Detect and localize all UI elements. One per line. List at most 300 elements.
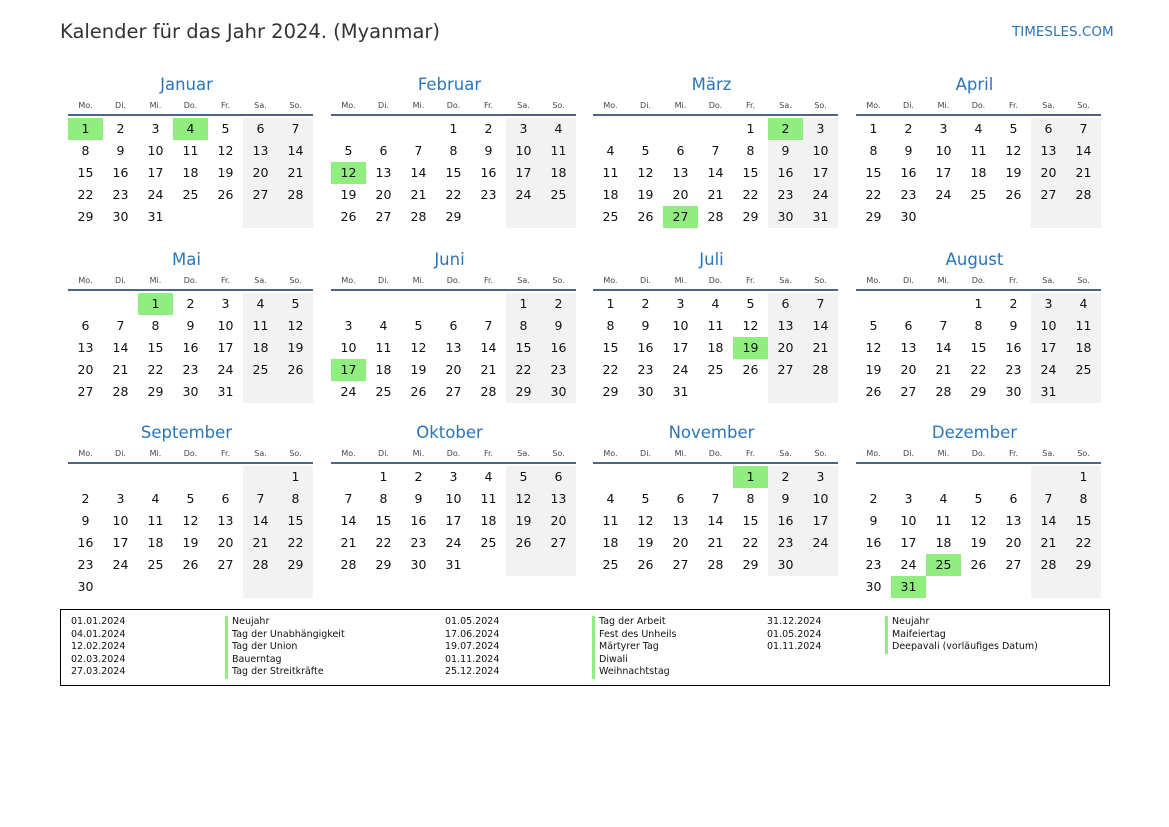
days-grid — [593, 466, 838, 576]
weekday-label: So. — [1077, 448, 1090, 458]
legend-date: 01.11.2024 — [767, 641, 822, 653]
empty-cell — [926, 576, 961, 598]
day-cell: 23 — [410, 535, 427, 550]
day-cell: 20 — [445, 362, 462, 377]
day-cell: 18 — [970, 165, 987, 180]
weekday-label: Mo. — [78, 100, 93, 110]
day-cell: 1 — [379, 469, 388, 484]
weekday-label: Mi. — [412, 448, 425, 458]
empty-cell — [68, 466, 103, 488]
day-cell: 2 — [414, 469, 423, 484]
day-cell: 17 — [672, 340, 689, 355]
day-cell: 9 — [484, 143, 493, 158]
day-cell: 5 — [221, 121, 230, 136]
day-cell: 15 — [506, 337, 541, 359]
empty-cell — [803, 381, 838, 403]
day-cell: 28 — [1031, 554, 1066, 576]
weekday-label: Do. — [446, 100, 461, 110]
day-cell: 1 — [278, 466, 313, 488]
empty-cell — [208, 576, 243, 598]
empty-cell — [401, 293, 436, 315]
day-cell: 9 — [869, 513, 878, 528]
month-name: Oktober — [416, 423, 483, 442]
legend-date: 04.01.2024 — [71, 628, 126, 640]
day-cell: 14 — [112, 340, 129, 355]
day-cell: 23 — [480, 187, 497, 202]
day-cell: 24 — [147, 187, 164, 202]
month-block — [331, 422, 576, 576]
empty-cell — [768, 381, 803, 403]
day-cell: 11 — [147, 513, 164, 528]
day-cell: 30 — [637, 384, 654, 399]
weekday-header — [856, 444, 1101, 464]
day-cell: 22 — [742, 187, 759, 202]
weekday-label: Do. — [183, 100, 198, 110]
weekday-label: Mi. — [674, 100, 687, 110]
day-cell: 17 — [445, 513, 462, 528]
day-cell: 31 — [217, 384, 234, 399]
day-cell: 9 — [641, 318, 650, 333]
legend-holiday-name: Tag der Arbeit — [592, 616, 676, 629]
day-cell: 1 — [449, 121, 458, 136]
weekday-label: So. — [552, 448, 565, 458]
empty-cell — [961, 466, 996, 488]
empty-cell — [541, 554, 576, 576]
empty-cell — [891, 466, 926, 488]
weekday-label: Mo. — [603, 448, 618, 458]
day-cell: 5 — [344, 143, 353, 158]
weekday-label: Mo. — [78, 448, 93, 458]
day-cell: 29 — [602, 384, 619, 399]
day-cell: 22 — [742, 535, 759, 550]
day-cell: 15 — [77, 165, 94, 180]
weekday-label: Mi. — [674, 275, 687, 285]
day-cell: 4 — [606, 143, 615, 158]
legend-date: 01.01.2024 — [71, 616, 126, 627]
legend-date: 01.05.2024 — [767, 628, 822, 640]
weekday-label: Mo. — [341, 275, 356, 285]
empty-cell — [331, 118, 366, 140]
weekday-header — [68, 271, 313, 291]
weekday-label: Mo. — [341, 100, 356, 110]
weekday-label: So. — [1077, 275, 1090, 285]
month-block — [68, 74, 313, 228]
legend-date: 19.07.2024 — [445, 641, 500, 653]
day-cell: 22 — [147, 362, 164, 377]
legend-holiday-name: Weihnachtstag — [592, 666, 676, 679]
weekday-label: So. — [552, 275, 565, 285]
day-cell: 29 — [1066, 554, 1101, 576]
day-cell: 4 — [541, 118, 576, 140]
day-cell: 1 — [869, 121, 878, 136]
day-cell: 10 — [147, 143, 164, 158]
day-cell: 4 — [379, 318, 388, 333]
month-name: April — [955, 75, 994, 94]
day-cell: 20 — [541, 510, 576, 532]
day-cell: 7 — [1066, 118, 1101, 140]
empty-cell — [173, 466, 208, 488]
day-cell: 21 — [935, 362, 952, 377]
month-block — [68, 249, 313, 403]
legend-holiday-name: Deepavali (vorläufiges Datum) — [885, 641, 1038, 654]
day-cell: 21 — [112, 362, 129, 377]
weekday-label: Sa. — [517, 275, 530, 285]
day-cell: 12 — [182, 513, 199, 528]
weekday-label: Mo. — [603, 275, 618, 285]
day-cell: 21 — [243, 532, 278, 554]
day-cell: 26 — [217, 187, 234, 202]
empty-cell — [208, 466, 243, 488]
weekday-label: Do. — [183, 448, 198, 458]
day-cell: 10 — [803, 140, 838, 162]
weekday-label: Do. — [971, 448, 986, 458]
day-cell: 5 — [506, 466, 541, 488]
day-cell: 16 — [637, 340, 654, 355]
legend-dates-col-1 — [71, 616, 125, 679]
empty-cell — [698, 466, 733, 488]
empty-cell — [471, 293, 506, 315]
day-cell: 16 — [865, 535, 882, 550]
day-cell: 19 — [278, 337, 313, 359]
day-cell: 18 — [935, 535, 952, 550]
day-cell: 12 — [410, 340, 427, 355]
weekday-label: Di. — [115, 100, 126, 110]
day-cell: 20 — [900, 362, 917, 377]
day-cell: 11 — [970, 143, 987, 158]
day-cell: 10 — [445, 491, 462, 506]
day-cell: 18 — [375, 362, 392, 377]
month-name: August — [945, 250, 1004, 269]
weekday-label: Fr. — [1008, 448, 1019, 458]
legend-date: 31.12.2024 — [767, 616, 822, 627]
month-block — [68, 422, 313, 598]
day-cell: 23 — [637, 362, 654, 377]
day-cell: 2 — [641, 296, 650, 311]
day-cell: 27 — [768, 359, 803, 381]
day-cell: 14 — [707, 165, 724, 180]
day-cell: 16 — [77, 535, 94, 550]
day-cell: 10 — [1031, 315, 1066, 337]
empty-cell — [856, 293, 891, 315]
day-cell: 30 — [541, 381, 576, 403]
day-cell: 3 — [939, 121, 948, 136]
day-cell: 23 — [900, 187, 917, 202]
weekday-label: Sa. — [254, 100, 267, 110]
weekday-label: Mo. — [866, 100, 881, 110]
day-cell: 11 — [243, 315, 278, 337]
day-cell: 25 — [243, 359, 278, 381]
legend-holiday-name: Märtyrer Tag — [592, 641, 676, 654]
day-cell: 5 — [746, 296, 755, 311]
day-cell: 28 — [707, 209, 724, 224]
day-cell: 2 — [869, 491, 878, 506]
day-cell: 18 — [541, 162, 576, 184]
month-name: Juli — [699, 250, 724, 269]
month-name: Juni — [434, 250, 465, 269]
legend-holiday-name: Neujahr — [885, 616, 1038, 629]
weekday-label: Do. — [708, 100, 723, 110]
holiday-day-cell: 19 — [733, 337, 768, 359]
weekday-label: So. — [814, 275, 827, 285]
day-cell: 4 — [939, 491, 948, 506]
weekday-label: Mi. — [412, 275, 425, 285]
month-block — [331, 249, 576, 403]
weekday-label: Mi. — [937, 100, 950, 110]
day-cell: 12 — [865, 340, 882, 355]
day-cell: 25 — [707, 362, 724, 377]
holiday-day-cell: 12 — [331, 162, 366, 184]
day-cell: 19 — [340, 187, 357, 202]
weekday-label: Do. — [446, 275, 461, 285]
day-cell: 3 — [221, 296, 230, 311]
days-grid — [68, 118, 313, 228]
day-cell: 20 — [243, 162, 278, 184]
day-cell: 25 — [541, 184, 576, 206]
legend-holiday-name: Tag der Unabhängigkeit — [225, 629, 345, 642]
weekday-label: Do. — [971, 100, 986, 110]
day-cell: 27 — [243, 184, 278, 206]
day-cell: 19 — [1005, 165, 1022, 180]
day-cell: 5 — [974, 491, 983, 506]
day-cell: 24 — [445, 535, 462, 550]
empty-cell — [698, 118, 733, 140]
day-cell: 12 — [217, 143, 234, 158]
day-cell: 3 — [151, 121, 160, 136]
days-grid — [331, 293, 576, 403]
day-cell: 29 — [147, 384, 164, 399]
day-cell: 14 — [278, 140, 313, 162]
day-cell: 29 — [742, 557, 759, 572]
day-cell: 26 — [340, 209, 357, 224]
day-cell: 11 — [602, 165, 619, 180]
day-cell: 29 — [445, 209, 462, 224]
day-cell: 10 — [506, 140, 541, 162]
day-cell: 12 — [742, 318, 759, 333]
day-cell: 26 — [970, 557, 987, 572]
day-cell: 27 — [900, 384, 917, 399]
empty-cell — [401, 118, 436, 140]
day-cell: 24 — [900, 557, 917, 572]
day-cell: 11 — [480, 491, 497, 506]
empty-cell — [733, 381, 768, 403]
weekday-label: Sa. — [1042, 100, 1055, 110]
month-name: Februar — [417, 75, 482, 94]
day-cell: 16 — [182, 340, 199, 355]
empty-cell — [243, 576, 278, 598]
day-cell: 15 — [970, 340, 987, 355]
day-cell: 1 — [1066, 466, 1101, 488]
day-cell: 17 — [803, 162, 838, 184]
day-cell: 21 — [707, 535, 724, 550]
day-cell: 31 — [445, 557, 462, 572]
day-cell: 4 — [1066, 293, 1101, 315]
day-cell: 19 — [865, 362, 882, 377]
day-cell: 2 — [484, 121, 493, 136]
day-cell: 18 — [147, 535, 164, 550]
days-grid — [68, 466, 313, 598]
day-cell: 18 — [1066, 337, 1101, 359]
weekday-header — [68, 96, 313, 116]
weekday-label: Fr. — [1008, 275, 1019, 285]
month-name: März — [691, 75, 732, 94]
day-cell: 9 — [541, 315, 576, 337]
empty-cell — [103, 293, 138, 315]
empty-cell — [541, 206, 576, 228]
day-cell: 21 — [1031, 532, 1066, 554]
day-cell: 13 — [1005, 513, 1022, 528]
day-cell: 12 — [637, 513, 654, 528]
day-cell: 29 — [375, 557, 392, 572]
empty-cell — [1066, 576, 1101, 598]
day-cell: 5 — [414, 318, 423, 333]
weekday-label: Sa. — [779, 275, 792, 285]
weekday-label: So. — [814, 448, 827, 458]
day-cell: 11 — [1066, 315, 1101, 337]
day-cell: 24 — [112, 557, 129, 572]
day-cell: 6 — [81, 318, 90, 333]
day-cell: 12 — [637, 165, 654, 180]
day-cell: 7 — [1031, 488, 1066, 510]
day-cell: 6 — [676, 143, 685, 158]
weekday-label: So. — [814, 100, 827, 110]
day-cell: 27 — [375, 209, 392, 224]
weekday-header — [331, 444, 576, 464]
day-cell: 27 — [77, 384, 94, 399]
day-cell: 16 — [480, 165, 497, 180]
day-cell: 26 — [865, 384, 882, 399]
day-cell: 6 — [1031, 118, 1066, 140]
day-cell: 4 — [151, 491, 160, 506]
empty-cell — [926, 206, 961, 228]
day-cell: 13 — [672, 165, 689, 180]
day-cell: 19 — [410, 362, 427, 377]
empty-cell — [593, 466, 628, 488]
day-cell: 2 — [904, 121, 913, 136]
day-cell: 12 — [278, 315, 313, 337]
day-cell: 25 — [182, 187, 199, 202]
day-cell: 15 — [375, 513, 392, 528]
day-cell: 2 — [81, 491, 90, 506]
month-block — [593, 74, 838, 228]
day-cell: 9 — [768, 488, 803, 510]
day-cell: 15 — [1066, 510, 1101, 532]
month-block — [593, 249, 838, 403]
empty-cell — [243, 206, 278, 228]
day-cell: 23 — [865, 557, 882, 572]
weekday-header — [593, 96, 838, 116]
day-cell: 27 — [1031, 184, 1066, 206]
weekday-label: Sa. — [254, 275, 267, 285]
weekday-label: Mi. — [149, 448, 162, 458]
day-cell: 26 — [637, 557, 654, 572]
weekday-label: Fr. — [745, 275, 756, 285]
empty-cell — [173, 576, 208, 598]
day-cell: 5 — [1009, 121, 1018, 136]
empty-cell — [926, 466, 961, 488]
day-cell: 1 — [974, 296, 983, 311]
day-cell: 14 — [480, 340, 497, 355]
day-cell: 26 — [410, 384, 427, 399]
weekday-label: Fr. — [745, 448, 756, 458]
holiday-day-cell: 4 — [173, 118, 208, 140]
day-cell: 27 — [1005, 557, 1022, 572]
day-cell: 12 — [506, 488, 541, 510]
empty-cell — [138, 576, 173, 598]
day-cell: 31 — [1031, 381, 1066, 403]
day-cell: 6 — [541, 466, 576, 488]
day-cell: 17 — [935, 165, 952, 180]
day-cell: 27 — [217, 557, 234, 572]
day-cell: 6 — [676, 491, 685, 506]
day-cell: 25 — [480, 535, 497, 550]
day-cell: 19 — [182, 535, 199, 550]
weekday-label: Fr. — [745, 100, 756, 110]
day-cell: 22 — [445, 187, 462, 202]
day-cell: 8 — [81, 143, 90, 158]
day-cell: 18 — [182, 165, 199, 180]
day-cell: 24 — [217, 362, 234, 377]
empty-cell — [1066, 381, 1101, 403]
empty-cell — [698, 381, 733, 403]
month-block — [856, 422, 1101, 598]
day-cell: 24 — [803, 532, 838, 554]
day-cell: 26 — [278, 359, 313, 381]
day-cell: 1 — [506, 293, 541, 315]
day-cell: 3 — [449, 469, 458, 484]
empty-cell — [506, 554, 541, 576]
weekday-label: Sa. — [517, 100, 530, 110]
day-cell: 29 — [278, 554, 313, 576]
weekday-label: Fr. — [483, 100, 494, 110]
day-cell: 11 — [935, 513, 952, 528]
day-cell: 14 — [243, 510, 278, 532]
day-cell: 22 — [278, 532, 313, 554]
holiday-day-cell: 17 — [331, 359, 366, 381]
day-cell: 20 — [1005, 535, 1022, 550]
legend-date: 01.05.2024 — [445, 616, 500, 627]
day-cell: 24 — [672, 362, 689, 377]
day-cell: 30 — [112, 209, 129, 224]
days-grid — [593, 118, 838, 228]
day-cell: 16 — [410, 513, 427, 528]
weekday-label: Di. — [640, 448, 651, 458]
page-title: Kalender für das Jahr 2024. (Myanmar) — [60, 20, 441, 43]
day-cell: 25 — [1066, 359, 1101, 381]
day-cell: 26 — [637, 209, 654, 224]
day-cell: 13 — [541, 488, 576, 510]
weekday-label: Mi. — [937, 448, 950, 458]
day-cell: 20 — [768, 337, 803, 359]
empty-cell — [103, 576, 138, 598]
day-cell: 7 — [344, 491, 353, 506]
day-cell: 7 — [484, 318, 493, 333]
day-cell: 17 — [900, 535, 917, 550]
legend-date: 01.11.2024 — [445, 653, 500, 665]
weekday-label: Sa. — [779, 100, 792, 110]
day-cell: 28 — [243, 554, 278, 576]
day-cell: 21 — [707, 187, 724, 202]
day-cell: 2 — [116, 121, 125, 136]
day-cell: 25 — [970, 187, 987, 202]
brand-link[interactable]: TIMESLES.COM — [1012, 24, 1114, 40]
day-cell: 14 — [803, 315, 838, 337]
day-cell: 2 — [768, 466, 803, 488]
day-cell: 9 — [116, 143, 125, 158]
empty-cell — [68, 293, 103, 315]
legend-holiday-name: Tag der Union — [225, 641, 345, 654]
day-cell: 12 — [970, 513, 987, 528]
weekday-header — [331, 96, 576, 116]
